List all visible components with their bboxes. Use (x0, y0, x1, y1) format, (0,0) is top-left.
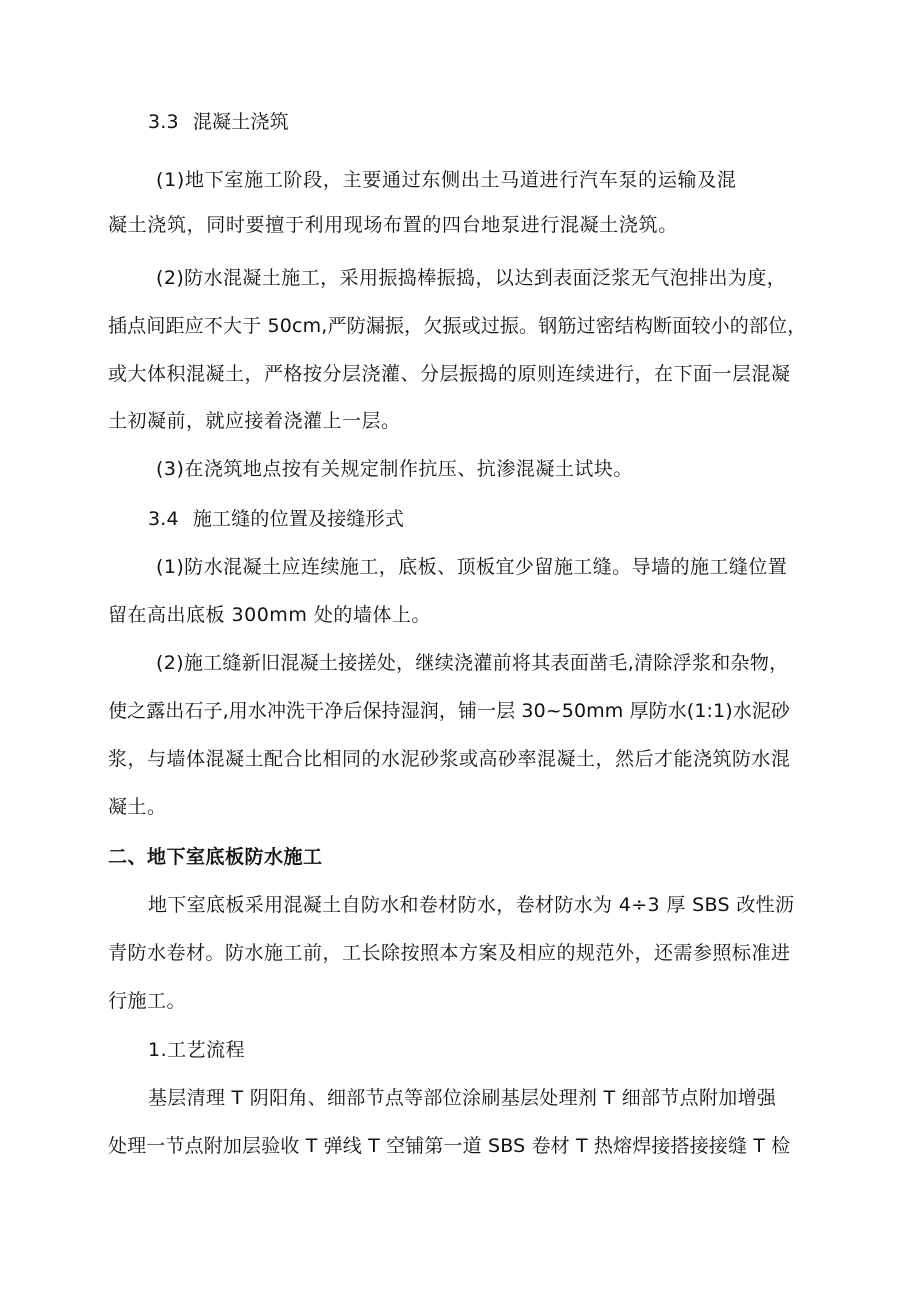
section-number: 3.3 (148, 111, 179, 133)
paragraph-line: (3)在浇筑地点按有关规定制作抗压、抗渗混凝土试块。 (156, 458, 633, 480)
paragraph-line: 插点间距应不大于 50cm,严防漏振，欠振或过振。钢筋过密结构断面较小的部位， (108, 315, 807, 337)
paragraph-line: 地下室底板采用混凝土自防水和卷材防水，卷材防水为 4÷3 厚 SBS 改性沥 (148, 894, 795, 916)
paragraph-line: (2)防水混凝土施工，采用振捣棒振捣，以达到表面泛浆无气泡排出为度， (156, 267, 787, 289)
section-3-4-heading (148, 507, 404, 531)
chapter-heading: 二、地下室底板防水施工 (108, 846, 323, 868)
section-title: 混凝土浇筑 (192, 111, 289, 133)
section-3-3-heading (148, 110, 289, 134)
paragraph-line: 凝土浇筑，同时要擅于利用现场布置的四台地泵进行混凝土浇筑。 (108, 214, 678, 236)
paragraph-line: (2)施工缝新旧混凝土接搓处，继续浇灌前将其表面凿毛,清除浮浆和杂物， (156, 652, 789, 674)
paragraph-line: 使之露出石子,用水冲洗干净后保持湿润，铺一层 30~50mm 厚防水(1:1)水泥砂 (108, 700, 791, 722)
paragraph-line: (1)防水混凝土应连续施工，底板、顶板宜少留施工缝。导墙的施工缝位置 (156, 556, 788, 578)
paragraph-line: (1)地下室施工阶段，主要通过东侧出土马道进行汽车泵的运输及混 (156, 169, 737, 191)
section-number: 3.4 (148, 508, 179, 530)
paragraph-line: 处理一节点附加层验收 T 弹线 T 空铺第一道 SBS 卷材 T 热熔焊接搭接接缝 T 检 (108, 1135, 791, 1157)
subsection-heading: 1.工艺流程 (148, 1039, 246, 1061)
paragraph-line: 留在高出底板 300mm 处的墙体上。 (108, 604, 431, 626)
paragraph-line: 土初凝前，就应接着浇灌上一层。 (108, 410, 401, 432)
paragraph-line: 行施工。 (108, 990, 187, 1012)
paragraph-line: 基层清理 T 阴阳角、细部节点等部位涂刷基层处理剂 T 细部节点附加增强 (148, 1087, 777, 1109)
paragraph-line: 浆，与墙体混凝土配合比相同的水泥砂浆或高砂率混凝土，然后才能浇筑防水混 (108, 748, 791, 770)
paragraph-line: 青防水卷材。防水施工前，工长除按照本方案及相应的规范外，还需参照标准进 (108, 942, 791, 964)
section-title: 施工缝的位置及接缝形式 (192, 508, 405, 530)
paragraph-line: 或大体积混凝土，严格按分层浇灌、分层振捣的原则连续进行，在下面一层混凝 (108, 363, 791, 385)
paragraph-line: 凝土。 (108, 796, 167, 818)
